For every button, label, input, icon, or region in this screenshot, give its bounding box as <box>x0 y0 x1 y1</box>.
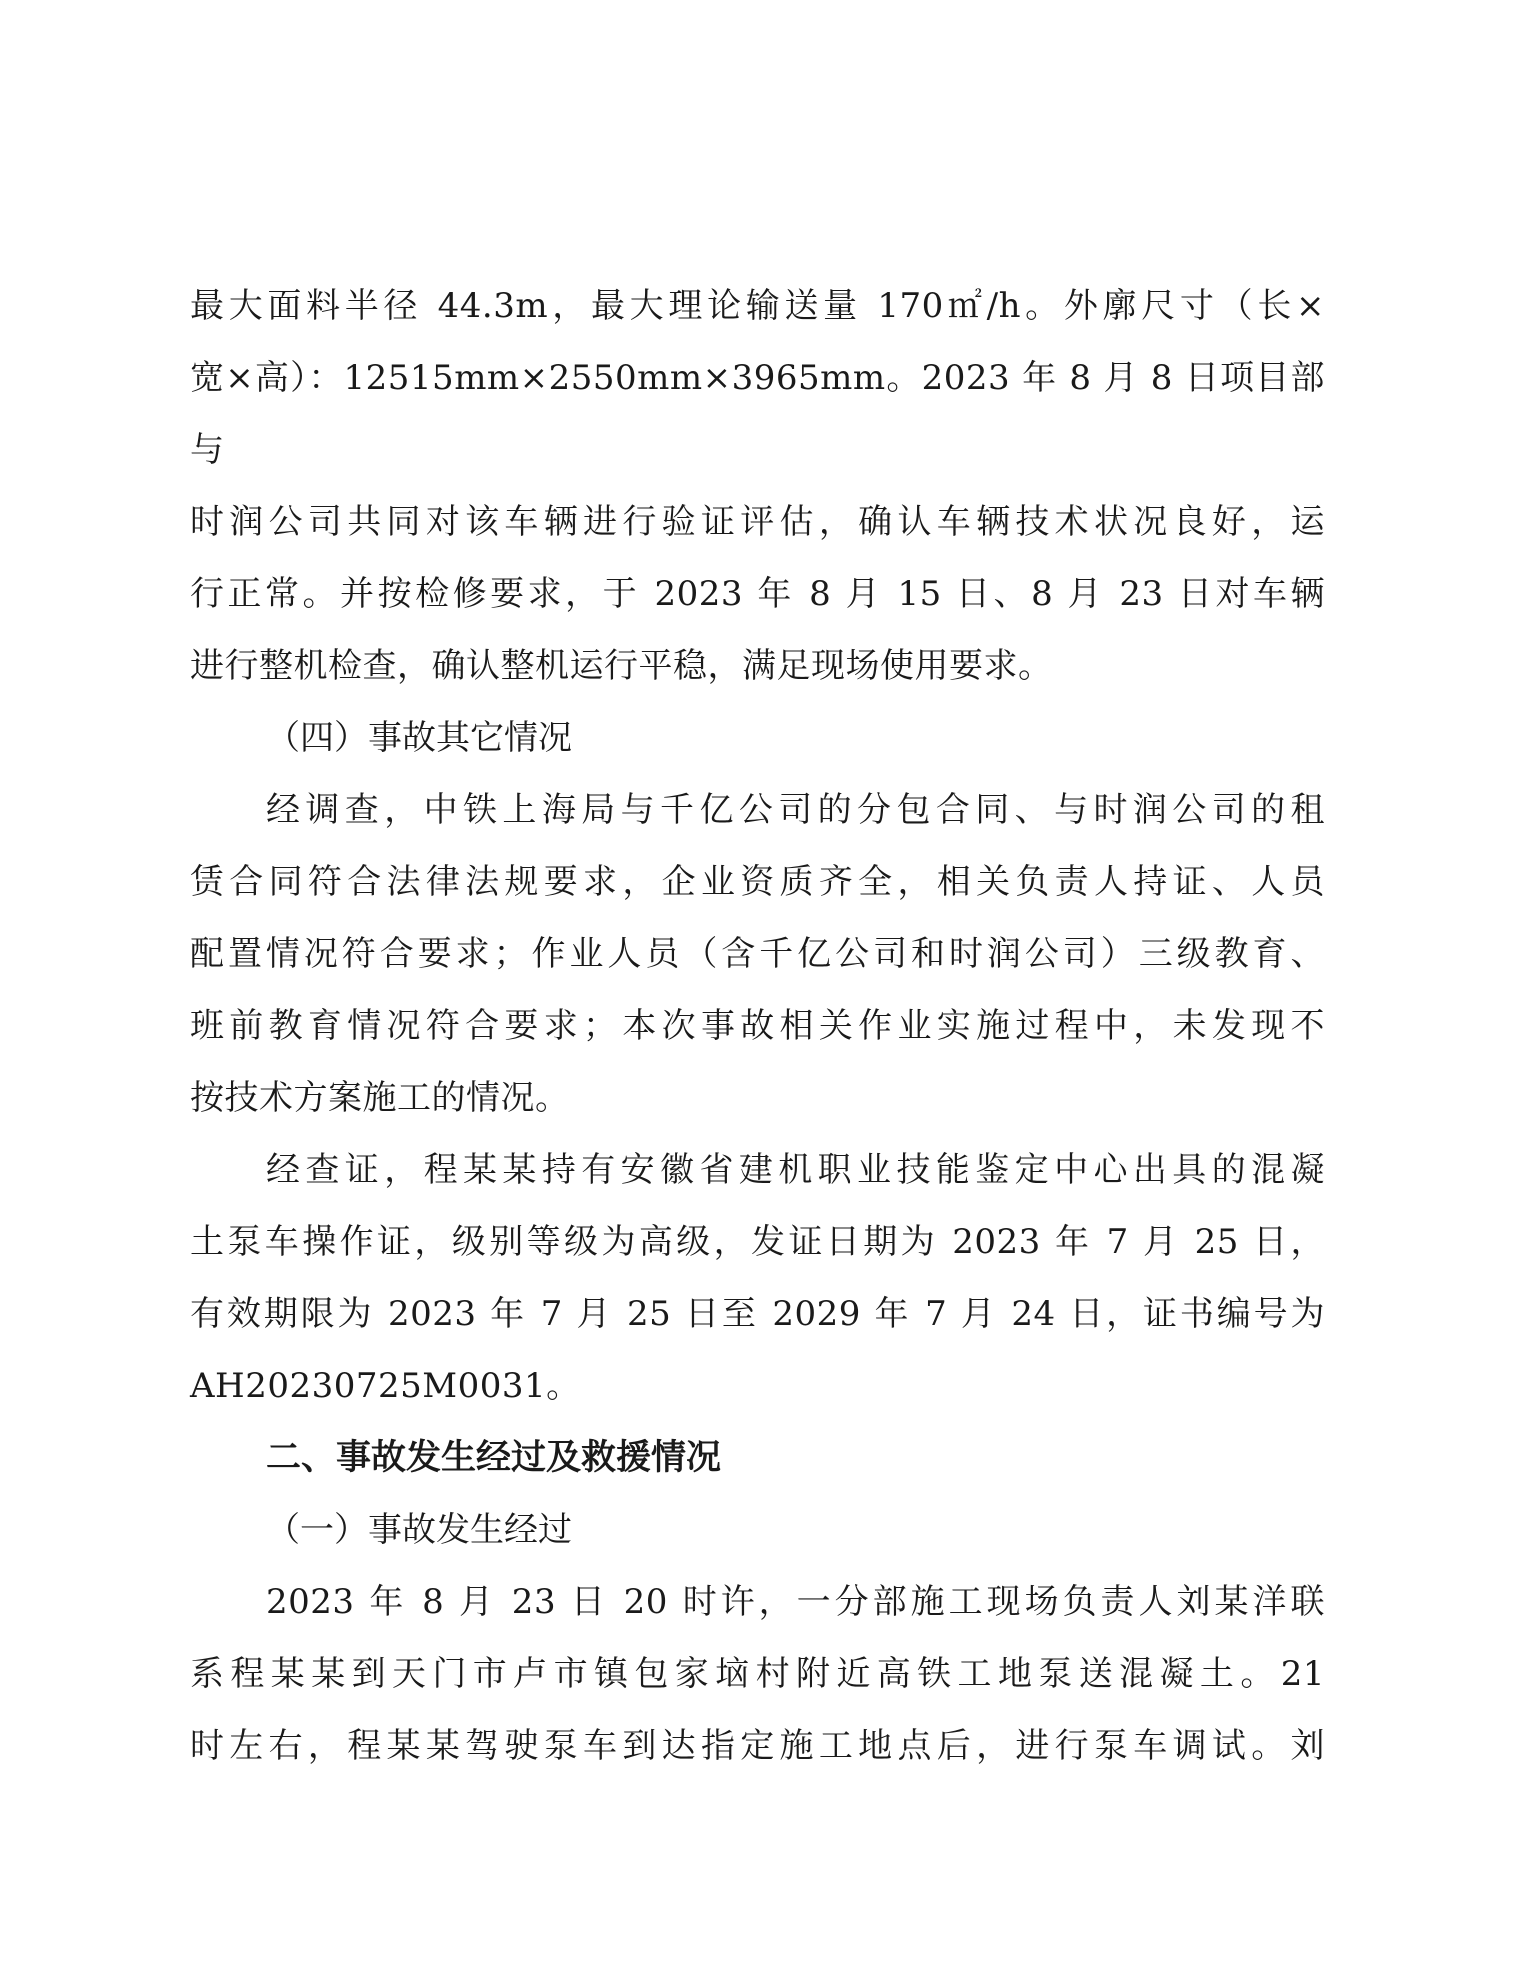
paragraph-line: 最大面料半径 44.3m，最大理论输送量 170㎡/h。外廓尺寸（长× <box>190 286 1325 326</box>
paragraph-line: 时润公司共同对该车辆进行验证评估，确认车辆技术状况良好，运 <box>190 502 1325 542</box>
subheading-accident-process: （一）事故发生经过 <box>266 1510 572 1550</box>
paragraph-line: 进行整机检查，确认整机运行平稳，满足现场使用要求。 <box>190 646 1053 686</box>
subheading-other-situations: （四）事故其它情况 <box>266 718 572 758</box>
paragraph-line: 时左右，程某某驾驶泵车到达指定施工地点后，进行泵车调试。刘 <box>190 1726 1325 1766</box>
document-page <box>190 270 1325 1782</box>
paragraph-line: 宽×高）：12515mm×2550mm×3965mm。2023 年 8 月 8 日项目部与 <box>190 358 1325 470</box>
paragraph-line: 行正常。并按检修要求，于 2023 年 8 月 15 日、8 月 23 日对车辆 <box>190 574 1325 614</box>
paragraph-line: 经查证，程某某持有安徽省建机职业技能鉴定中心出具的混凝 <box>266 1150 1325 1190</box>
paragraph-line: 有效期限为 2023 年 7 月 25 日至 2029 年 7 月 24 日，证书编号为 <box>190 1294 1325 1334</box>
paragraph-line: 配置情况符合要求；作业人员（含千亿公司和时润公司）三级教育、 <box>190 934 1325 974</box>
paragraph-line: 经调查，中铁上海局与千亿公司的分包合同、与时润公司的租 <box>266 790 1325 830</box>
section-heading: 二、事故发生经过及救援情况 <box>266 1438 722 1478</box>
paragraph-line: 赁合同符合法律法规要求，企业资质齐全，相关负责人持证、人员 <box>190 862 1325 902</box>
paragraph-line: 2023 年 8 月 23 日 20 时许，一分部施工现场负责人刘某洋联 <box>266 1582 1325 1622</box>
paragraph-line: 按技术方案施工的情况。 <box>190 1078 570 1118</box>
paragraph-line: 班前教育情况符合要求；本次事故相关作业实施过程中，未发现不 <box>190 1006 1325 1046</box>
paragraph-line: 土泵车操作证，级别等级为高级，发证日期为 2023 年 7 月 25 日， <box>190 1222 1325 1262</box>
paragraph-line: 系程某某到天门市卢市镇包家垴村附近高铁工地泵送混凝土。21 <box>190 1654 1325 1694</box>
paragraph-line: AH20230725M0031。 <box>190 1366 581 1406</box>
